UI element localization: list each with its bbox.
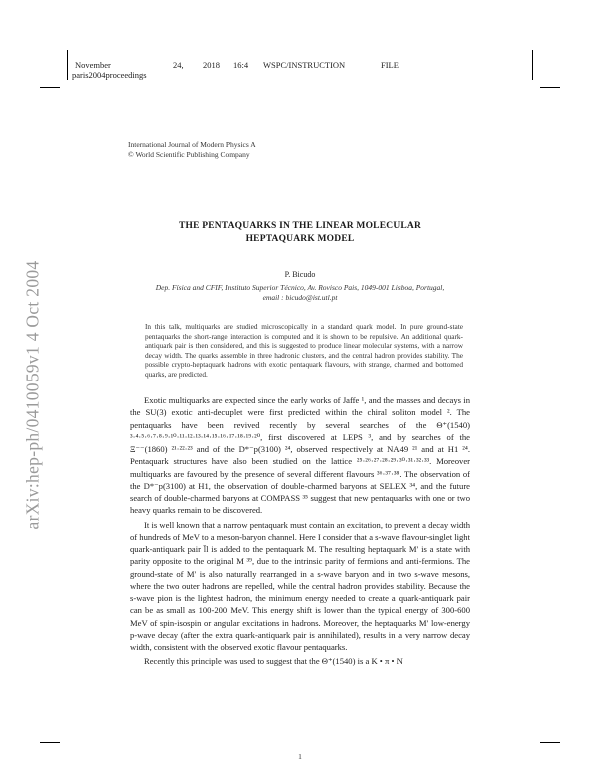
affiliation (120, 283, 480, 303)
paragraph-1: Exotic multiquarks are expected since the early works of Jaffe ¹, and the masses and decays in the SU(3) exotic anti-decuplet were first predicted within the chiral soliton model ². The pentaquarks have been revived recently by several searches of the Θ⁺(1540) ³·⁴·⁵·⁶·⁷·⁸·⁹·¹⁰·¹¹·¹²·¹³·¹⁴·¹⁵·¹⁶·¹⁷·¹⁸·¹⁹·²⁰, first discovered at LEPS ³, and by searches of the Ξ⁻⁻(1860) ²¹·²²·²³ and of the D*⁻p(3100) ²⁴, observed respectively at NA49 ²¹ and at H1 ²⁴. Pentaquark structures have also been studied on the lattice ²⁵·²⁶·²⁷·²⁸·²⁹·³⁰·³¹·³²·³³. Moreover multiquarks are favoured by the presence of several different flavours ³⁶·³⁷·³⁸. The observation of the D*⁻p(3100) at H1, the observation of double-charmed baryons at SELEX ³⁴, and the future search of double-charmed baryons at COMPASS ³⁵ suggest that new pentaquarks with one or two heavy quarks remain to be discovered. (130, 395, 470, 516)
journal-copyright: © World Scientific Publishing Company (128, 150, 250, 159)
affiliation-line-1: Dep. Física and CFIF, Instituto Superior Técnico, Av. Rovisco Pais, 1049-001 Lisboa, Portugal, (155, 283, 445, 292)
header-filename: paris2004proceedings (72, 70, 147, 80)
paragraph-3: Recently this principle was used to suggest that the Θ⁺(1540) is a K • π • N (144, 656, 403, 667)
crop-mark-bottom-right-h (540, 742, 560, 743)
paper-title (120, 220, 480, 246)
paragraph-2: It is well known that a narrow pentaquark must contain an excitation, to prevent a decay width of hundreds of MeV to a meson-baryon channel. Here I consider that a s-wave flavour-singlet light quark-antiquark pair l̄l is added to the pentaquark M. The resulting heptaquark M′ is a state with parity opposite to the original M ³⁹, due to the intrinsic parity of fermions and anti-fermions. The ground-state of M′ is also naturally rearranged in a s-wave baryon and in two s-wave mesons, where the two outer hadrons are repelled, while the central hadron provides stability. Because the s-wave pion is the lightest hadron, the minimum energy needed to create a quark-antiquark pair can be as small as 100-200 MeV. This energy shift is lower than the typical energy of 300-600 MeV of spin-isospin or angular excitations in hadrons. Moreover, the heptaquarks M′ low-energy p-wave decay (after the extra quark-antiquark pair is annihilated), results in a very narrow decay width, consistent with the observed exotic flavour pentaquarks. (130, 519, 470, 652)
abstract: In this talk, multiquarks are studied microscopically in a standard quark model. In pure ground-state pentaquarks the short-range interaction is computed and it is shown to be repulsive. An additional quark-antiquark pair is then considered, and this is suggested to produce linear molecular systems, with a narrow decay width. The quarks assemble in three hadronic clusters, and the central hadron provides stability. The possible crypto-heptaquark hadrons with exotic pentaquark flavours, with strange, charmed and bottomed quarks, are predicted. (145, 322, 463, 379)
journal-name: International Journal of Modern Physics A (128, 140, 256, 149)
title-line-2: HEPTAQUARK MODEL (245, 234, 355, 244)
arxiv-identifier (18, 210, 48, 580)
crop-mark-bottom-left-h (40, 742, 60, 743)
crop-mark-top-right-v (532, 50, 533, 80)
author-name: P. Bicudo (284, 270, 316, 279)
crop-mark-top-right-h (540, 87, 560, 88)
header-publisher: WSPC/INSTRUCTION (263, 60, 346, 70)
journal-info (128, 140, 256, 160)
header-time: 16:4 (233, 60, 249, 70)
page-number: 1 (298, 752, 302, 761)
running-header (72, 60, 515, 80)
body-text (130, 394, 470, 668)
header-date: November (75, 60, 111, 70)
title-line-1: THE PENTAQUARKS IN THE LINEAR MOLECULAR (178, 221, 422, 231)
arxiv-identifier-text: arXiv:hep-ph/0410059v1 4 Oct 2004 (22, 260, 43, 530)
header-file-label: FILE (381, 60, 399, 70)
header-day: 24, (173, 60, 184, 70)
crop-mark-top-left-v (67, 50, 68, 80)
crop-mark-top-left-h (40, 87, 60, 88)
affiliation-email: email : bicudo@ist.utl.pt (262, 293, 338, 302)
header-year: 2018 (203, 60, 220, 70)
